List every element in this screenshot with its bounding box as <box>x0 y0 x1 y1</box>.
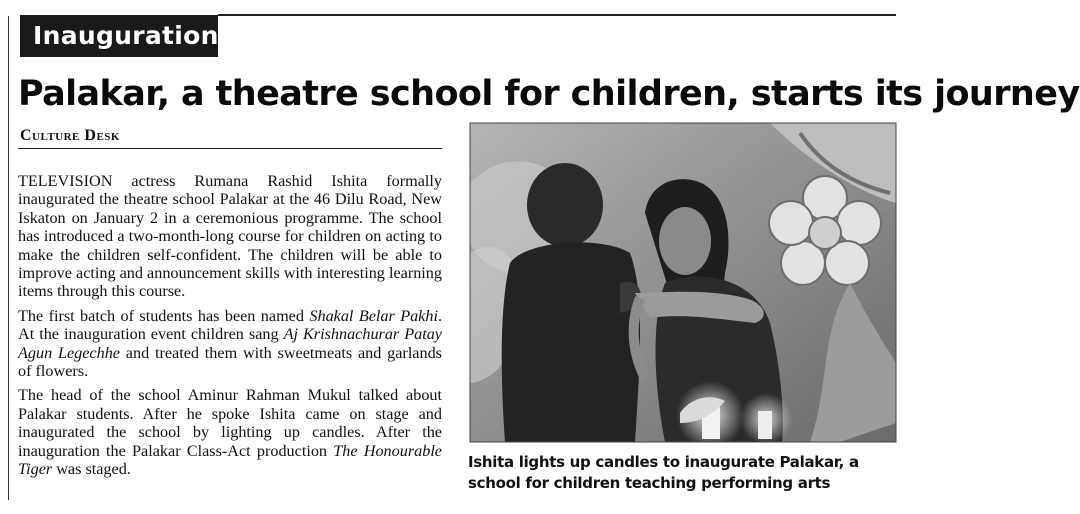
article-body <box>18 172 442 485</box>
section-kicker: Inauguration <box>20 15 218 57</box>
p2-text-c: and treated them with sweetmeats and garlands of flowers. <box>18 343 442 381</box>
p3-text-b: was staged. <box>52 460 131 479</box>
p3-italic-title: The Honourable Tiger <box>18 441 442 479</box>
news-photo <box>470 123 896 442</box>
headline: Palakar, a theatre school for children, starts its journey <box>18 74 1080 114</box>
paragraph-2 <box>18 307 442 381</box>
byline-desk: Culture Desk <box>20 127 120 144</box>
p3-text-a: The head of the school Aminur Rahman Mukul talked about Palakar students. After he spoke Ishita came on stage and inaugurated the school by lighting up candles. After the inauguration the Palakar Class-Act production <box>18 386 442 460</box>
paragraph-3 <box>18 386 442 478</box>
paragraph-1: TELEVISION actress Rumana Rashid Ishita formally inaugurated the theatre school Palakar at the 46 Dilu Road, New Iskaton on January 2 in a ceremonious programme. The school has introduced a two-month-long course for children on acting to make the children self-confident. The children will be able to improve acting and announcement skills with interesting learning items through this course. <box>18 172 442 301</box>
left-rule <box>8 16 9 500</box>
byline-rule <box>18 148 442 149</box>
photo-illustration <box>470 123 896 442</box>
top-rule <box>218 14 896 16</box>
p2-text-b: . At the inauguration event children sang <box>18 306 443 344</box>
p2-text-a: The first batch of students has been named <box>18 306 310 325</box>
photo-caption: Ishita lights up candles to inaugurate Palakar, a school for children teaching performing arts <box>468 453 859 492</box>
p2-italic-name: Shakal Belar Pakhi <box>309 306 438 325</box>
p2-italic-song: Aj Krishnachurar Patay Agun Legechhe <box>18 325 442 362</box>
